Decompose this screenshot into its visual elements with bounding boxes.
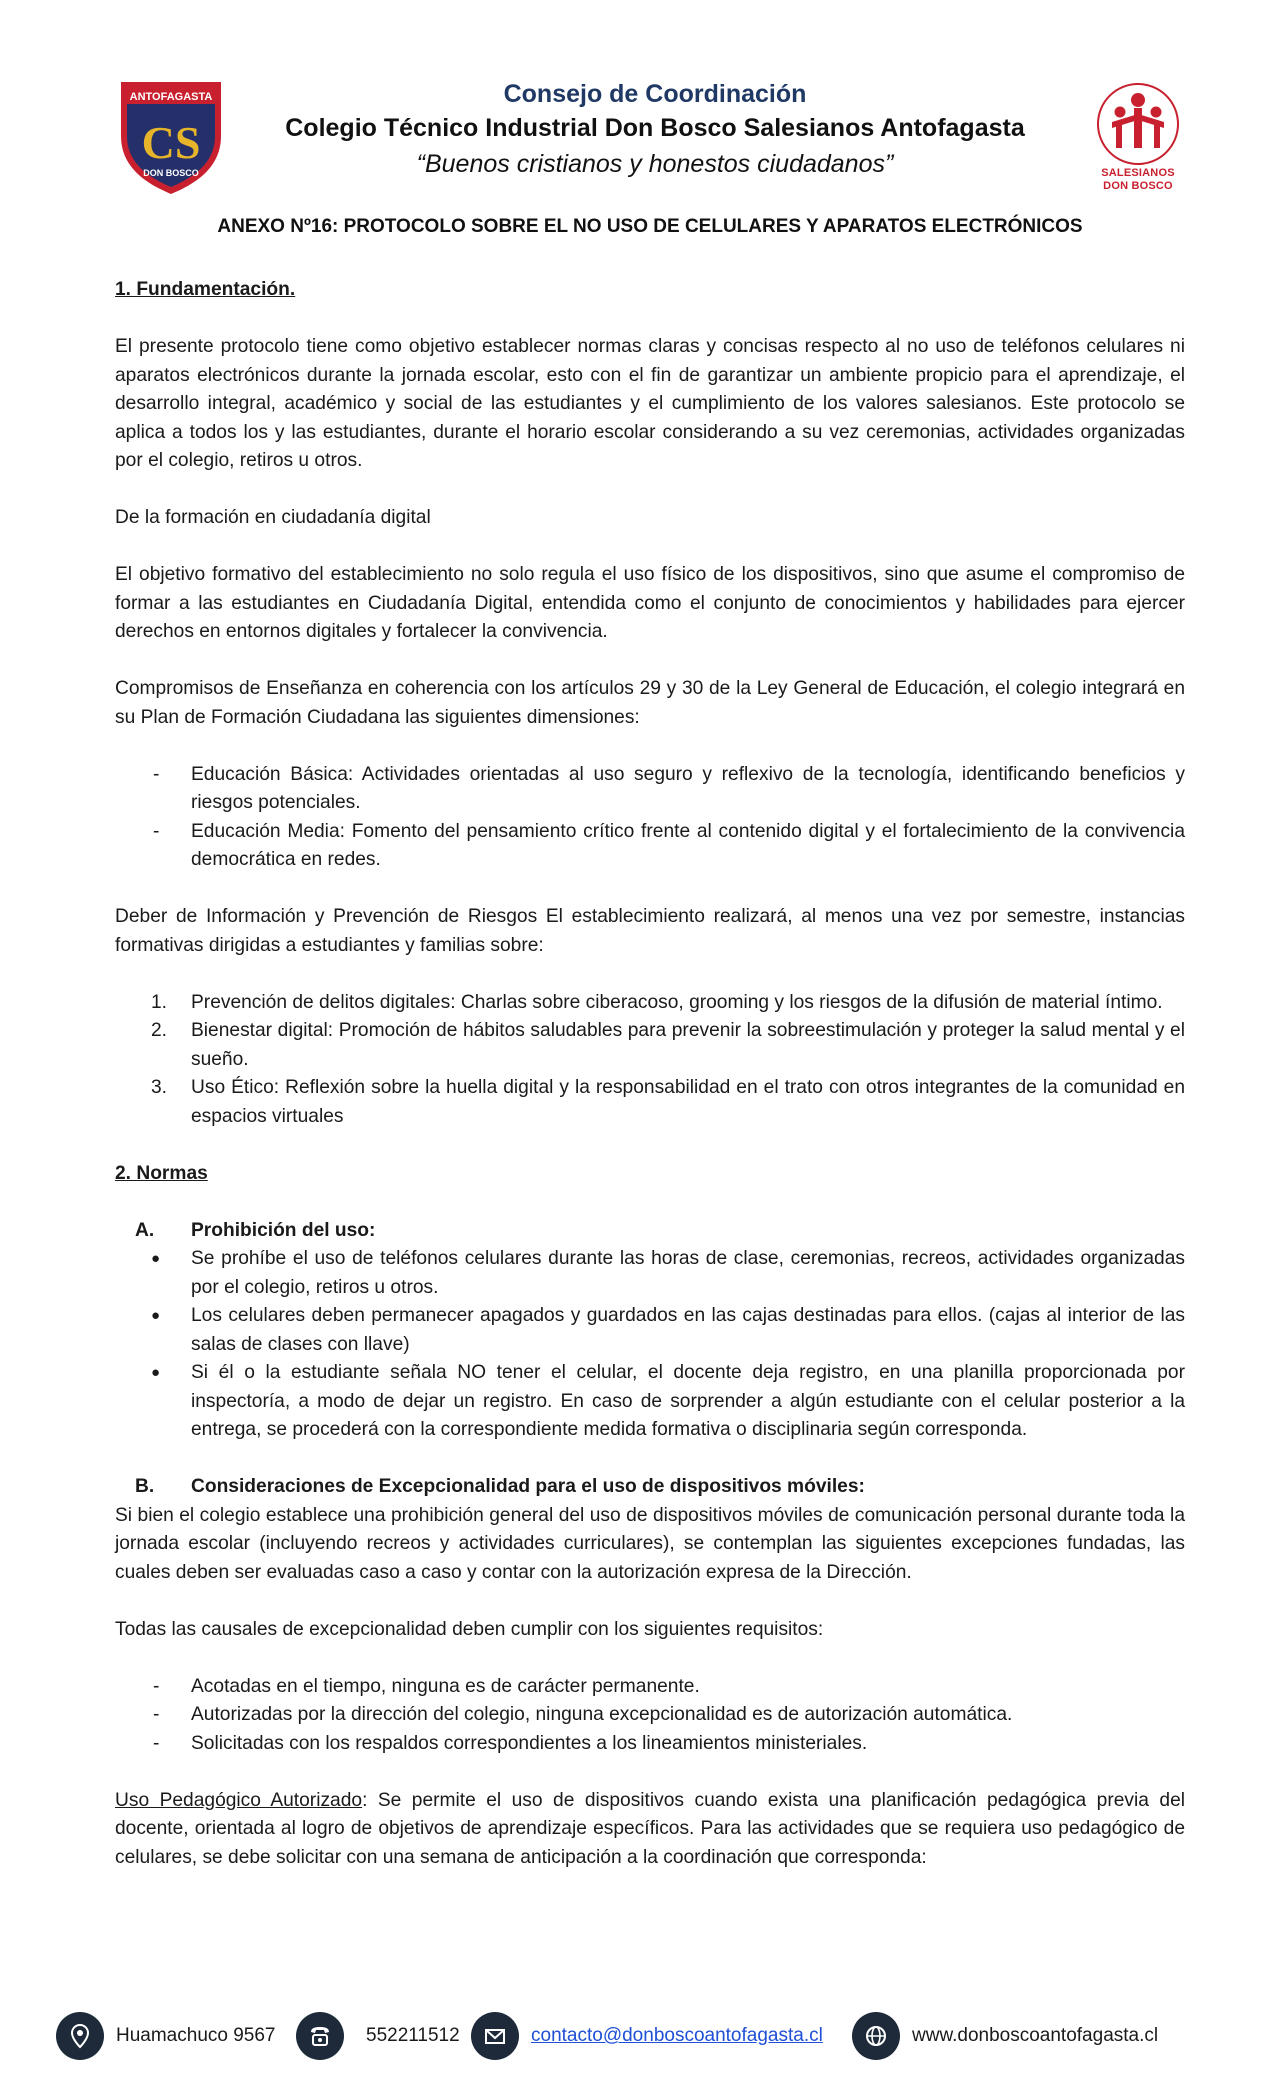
website-text[interactable]: www.donboscoantofagasta.cl bbox=[912, 2025, 1159, 2046]
subsection-a-title bbox=[115, 1217, 1185, 1246]
pedagogical-use-label: Uso Pedagógico Autorizado bbox=[115, 1789, 363, 1811]
school-shield-logo bbox=[115, 78, 227, 196]
paragraph: El presente protocolo tiene como objetivo establecer normas claras y concisas respecto al no uso de teléfonos celulares ni aparatos electrónicos durante la jornada escolar, esto con el fin de garantizar un ambiente propicio para el aprendizaje, el desarrollo integral, académico y social de las estudiantes y el cumplimiento de los valores salesianos. Este protocolo se aplica a todos los y las estudiantes, durante el horario escolar considerando a su vez ceremonias, actividades organizadas por el colegio, retiros u otros. bbox=[115, 336, 1185, 471]
paragraph: El objetivo formativo del establecimiento no solo regula el uso físico de los dispositivos, sino que asume el compromiso de formar a las estudiantes en Ciudadanía Digital, entendida como el conjunto de conocimientos y habilidades para ejercer derechos en entornos digitales y fortalecer la convivencia. bbox=[115, 564, 1185, 642]
council-title: Consejo de Coordinación bbox=[503, 80, 807, 108]
salesianos-logo-text bbox=[1088, 167, 1188, 193]
list-item-text: Se prohíbe el uso de teléfonos celulares durante las horas de clase, ceremonias, recreos, actividades organizadas por el colegio, retiros u otros. bbox=[191, 1248, 1185, 1298]
pedagogical-use-paragraph bbox=[115, 1787, 1185, 1873]
requirements-list bbox=[115, 1673, 1185, 1759]
list-item-text: Bienestar digital: Promoción de hábitos saludables para prevenir la sobreestimulación y proteger la salud mental y el sueño. bbox=[191, 1020, 1185, 1070]
list-marker: - bbox=[153, 1675, 160, 1697]
list-item bbox=[115, 1730, 1185, 1759]
footer-address bbox=[56, 2010, 276, 2062]
list-item-text: Acotadas en el tiempo, ninguna es de carácter permanente. bbox=[191, 1675, 700, 1697]
document-header bbox=[240, 78, 1070, 182]
list-item-text: Educación Básica: Actividades orientadas al uso seguro y reflexivo de la tecnología, identificando beneficios y riesgos potenciales. bbox=[191, 763, 1185, 813]
annex-title: ANEXO Nº16: PROTOCOLO SOBRE EL NO USO DE CELULARES Y APARATOS ELECTRÓNICOS bbox=[217, 216, 1083, 237]
list-item bbox=[115, 818, 1185, 875]
globe-icon bbox=[852, 2012, 900, 2060]
list-item bbox=[115, 1017, 1185, 1074]
prohibition-list bbox=[115, 1245, 1185, 1445]
bullet-marker: ● bbox=[151, 1364, 161, 1381]
list-item bbox=[115, 761, 1185, 818]
paragraph: De la formación en ciudadanía digital bbox=[115, 507, 431, 528]
list-marker: 1. bbox=[151, 991, 168, 1013]
dimensions-list bbox=[115, 761, 1185, 875]
list-marker: 3. bbox=[151, 1077, 168, 1098]
subsection-marker: A. bbox=[135, 1219, 155, 1241]
envelope-icon bbox=[471, 2012, 519, 2060]
school-motto: “Buenos cristianos y honestos ciudadanos” bbox=[416, 150, 894, 178]
map-pin-icon bbox=[56, 2012, 104, 2060]
subsection-title-text: Consideraciones de Excepcionalidad para el uso de dispositivos móviles: bbox=[191, 1476, 865, 1497]
list-marker: - bbox=[153, 820, 160, 842]
list-item-text: Educación Media: Fomento del pensamiento crítico frente al contenido digital y el fortalecimiento de la convivencia democrática en redes. bbox=[191, 820, 1185, 870]
list-item-text: Solicitadas con los respaldos correspondientes a los lineamientos ministeriales. bbox=[191, 1732, 868, 1754]
paragraph: Si bien el colegio establece una prohibición general del uso de dispositivos móviles de comunicación personal durante toda la jornada escolar (incluyendo recreos y actividades curriculares), se contemplan las siguientes excepciones fundadas, las cuales deben ser evaluadas caso a caso y contar con la autorización expresa de la Dirección. bbox=[115, 1504, 1185, 1583]
list-item bbox=[115, 1673, 1185, 1702]
footer-website[interactable] bbox=[852, 2010, 1158, 2062]
document-body bbox=[115, 276, 1185, 1872]
list-item-text: Si él o la estudiante señala NO tener el celular, el docente deja registro, en una planilla proporcionada por inspectoría, a modo de dejar un registro. En caso de sorprender a algún estudiante con el celular posterior a la entrega, se procederá con la correspondiente medida formativa o disciplinaria según corresponda. bbox=[191, 1362, 1185, 1440]
subsection-b-title bbox=[115, 1473, 1185, 1502]
pedagogical-use-text: : Se permite el uso de dispositivos cuando exista una planificación pedagógica previa del docente, orientada al logro de objetivos de aprendizaje específicos. Para las actividades que se requiera uso pedagógico de celulares, se debe solicitar con una semana de anticipación a la coordinación que corresponda: bbox=[115, 1789, 1186, 1868]
list-item bbox=[115, 1074, 1185, 1131]
list-item-text: Autorizadas por la dirección del colegio, ninguna excepcionalidad es de autorización automática. bbox=[191, 1704, 1013, 1725]
shield-bottom-text: DON BOSCO bbox=[143, 168, 199, 178]
shield-monogram: CS bbox=[141, 117, 201, 168]
email-link[interactable]: contacto@donboscoantofagasta.cl bbox=[531, 2025, 823, 2046]
list-item bbox=[115, 1302, 1185, 1359]
list-marker: - bbox=[153, 763, 160, 785]
salesianos-logo-line1: SALESIANOS bbox=[1101, 167, 1175, 179]
section-1-title: 1. Fundamentación. bbox=[115, 279, 296, 300]
shield-top-text: ANTOFAGASTA bbox=[129, 91, 213, 103]
phone-text: 552211512 bbox=[366, 2025, 460, 2046]
paragraph: Compromisos de Enseñanza en coherencia con los artículos 29 y 30 de la Ley General de Educación, el colegio integrará en su Plan de Formación Ciudadana las siguientes dimensiones: bbox=[115, 678, 1185, 728]
telephone-icon bbox=[296, 2012, 344, 2060]
list-item-text: Los celulares deben permanecer apagados y guardados en las cajas destinadas para ellos. (cajas al interior de las salas de clases con llave) bbox=[191, 1305, 1185, 1355]
list-item bbox=[115, 1359, 1185, 1445]
list-item-text: Uso Ético: Reflexión sobre la huella digital y la responsabilidad en el trato con otros integrantes de la comunidad en espacios virtuales bbox=[191, 1077, 1185, 1127]
list-item bbox=[115, 1245, 1185, 1302]
list-marker: - bbox=[153, 1704, 160, 1725]
list-item bbox=[115, 989, 1185, 1018]
contact-footer bbox=[56, 2010, 1216, 2062]
list-marker: 2. bbox=[151, 1020, 168, 1041]
paragraph: Todas las causales de excepcionalidad deben cumplir con los siguientes requisitos: bbox=[115, 1618, 824, 1640]
footer-email[interactable] bbox=[471, 2010, 823, 2062]
bullet-marker: ● bbox=[151, 1307, 161, 1324]
list-item-text: Prevención de delitos digitales: Charlas sobre ciberacoso, grooming y los riesgos de la difusión de material íntimo. bbox=[191, 991, 1163, 1013]
subsection-marker: B. bbox=[135, 1476, 155, 1497]
list-item bbox=[115, 1701, 1185, 1730]
school-name: Colegio Técnico Industrial Don Bosco Salesianos Antofagasta bbox=[285, 114, 1025, 142]
section-2-title: 2. Normas bbox=[115, 1162, 208, 1184]
address-text: Huamachuco 9567 bbox=[116, 2025, 276, 2046]
prevention-list bbox=[115, 989, 1185, 1132]
salesianos-logo-line2: DON BOSCO bbox=[1103, 180, 1173, 192]
paragraph: Deber de Información y Prevención de Riesgos El establecimiento realizará, al menos una vez por semestre, instancias formativas dirigidas a estudiantes y familias sobre: bbox=[115, 906, 1185, 956]
footer-phone bbox=[296, 2010, 460, 2062]
list-marker: - bbox=[153, 1732, 160, 1754]
subsection-title-text: Prohibición del uso: bbox=[191, 1219, 376, 1241]
bullet-marker: ● bbox=[151, 1250, 161, 1267]
